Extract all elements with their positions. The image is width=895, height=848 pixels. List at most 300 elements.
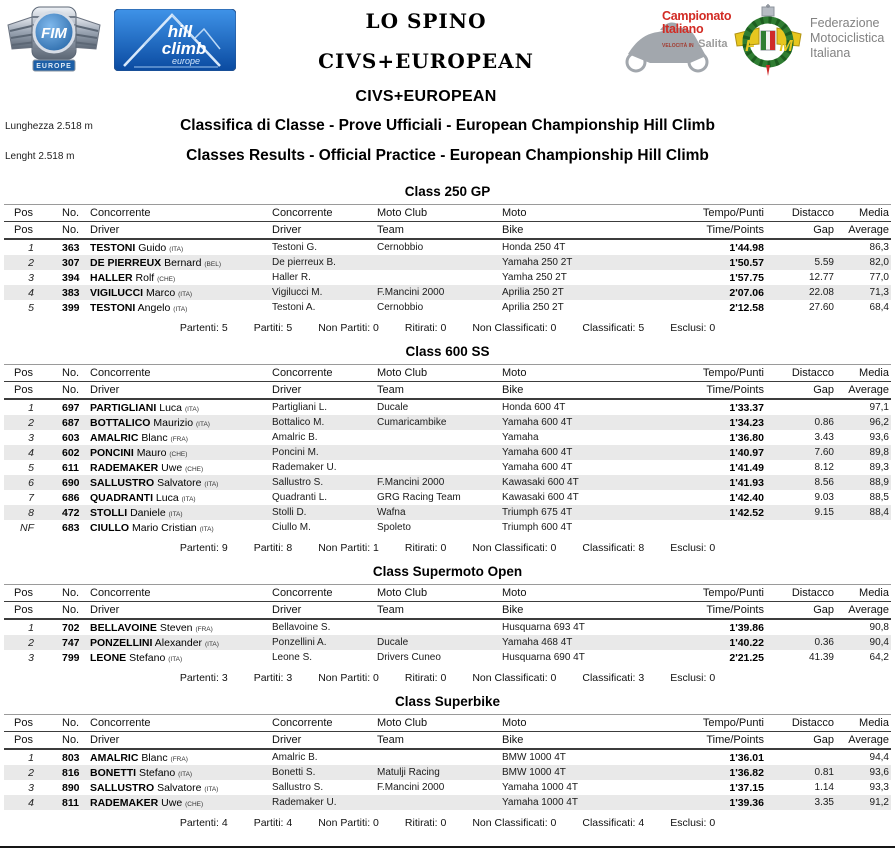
col-moto-it: Moto <box>502 715 674 732</box>
pos-cell: 3 <box>28 781 34 794</box>
pos-cell: 1 <box>28 621 34 634</box>
result-row <box>4 300 891 315</box>
results-table <box>4 364 891 535</box>
result-row <box>4 490 891 505</box>
driver-country: (ITA) <box>196 420 210 428</box>
fmi-letter-m: M <box>779 38 793 55</box>
col-pos-en: Pos <box>4 382 44 400</box>
fim-label: FIM <box>41 25 67 42</box>
bike-cell: Triumph 675 4T <box>502 505 674 520</box>
col-moto-it: Moto <box>502 205 674 222</box>
average-cell: 96,2 <box>836 415 891 430</box>
col-media-en: Average <box>836 382 891 400</box>
col-concorrente-short-en: Driver <box>272 222 377 240</box>
driver-short-cell: Stolli D. <box>272 505 377 520</box>
col-distacco-en: Gap <box>766 732 836 750</box>
col-moto-it: Moto <box>502 585 674 602</box>
club-cell: Ducale <box>377 635 502 650</box>
number-cell: 890 <box>62 781 80 794</box>
gap-cell: 27.60 <box>808 302 834 313</box>
class-sections <box>0 184 895 829</box>
driver-cell <box>90 505 272 520</box>
col-media-it: Media <box>836 715 891 732</box>
fmi-letter-f: F <box>745 38 755 55</box>
driver-country: (ITA) <box>178 290 193 298</box>
stat-item: Classificati: 5 <box>582 322 645 334</box>
driver-firstname: Luca <box>159 401 183 414</box>
driver-country: (ITA) <box>173 305 188 313</box>
pos-cell: 2 <box>4 635 44 650</box>
club-cell <box>377 430 502 445</box>
header-row-it <box>4 585 891 602</box>
bike-cell: Husquarna 693 4T <box>502 622 585 633</box>
club-cell: GRG Racing Team <box>377 492 461 503</box>
col-media-en: Average <box>836 602 891 620</box>
stat-item: Esclusi: 0 <box>670 542 716 554</box>
col-distacco-en: Gap <box>766 222 836 240</box>
club-cell <box>377 460 502 475</box>
time-cell: 1'39.36 <box>674 795 766 810</box>
stat-item: Esclusi: 0 <box>670 817 716 829</box>
driver-firstname: Stefano <box>139 766 176 779</box>
fmi-federation-text <box>810 16 884 61</box>
driver-country: (ITA) <box>184 405 199 413</box>
bike-cell: Yamha 250 2T <box>502 272 567 283</box>
driver-cell <box>90 475 272 490</box>
pos-cell: 4 <box>4 285 44 300</box>
stat-item: Ritirati: 0 <box>404 542 447 554</box>
gap-cell <box>766 239 836 255</box>
number-cell: 472 <box>44 505 90 520</box>
club-cell: Drivers Cuneo <box>377 652 441 663</box>
header-row-en <box>4 222 891 240</box>
driver-cell <box>90 430 272 445</box>
col-moto-club-en: Team <box>377 222 502 240</box>
driver-surname: PARTIGLIANI <box>90 401 157 414</box>
number-cell: 803 <box>62 751 80 764</box>
col-concorrente-it: Concorrente <box>90 715 272 732</box>
driver-firstname: Daniele <box>130 506 166 519</box>
col-moto-it: Moto <box>502 365 674 382</box>
stat-item: Non Classificati: 0 <box>472 817 557 829</box>
header-row-en <box>4 602 891 620</box>
class-stats <box>0 817 895 829</box>
average-cell: 71,3 <box>836 285 891 300</box>
stat-item: Classificati: 3 <box>582 672 645 684</box>
gap-cell: 1.14 <box>814 782 834 793</box>
result-row <box>4 270 891 285</box>
driver-country: (CHE) <box>169 450 188 458</box>
average-cell <box>836 520 891 535</box>
col-no-en: No. <box>44 732 90 750</box>
stat-item: Classificati: 4 <box>582 817 645 829</box>
bike-cell: Honda 250 4T <box>502 242 566 253</box>
number-cell: 690 <box>44 475 90 490</box>
bike-cell: Yamaha 600 4T <box>502 445 674 460</box>
driver-country: (ITA) <box>204 785 219 793</box>
average-cell: 94,4 <box>869 752 889 763</box>
result-row <box>4 255 891 270</box>
hillclimb-line1: hill <box>167 22 193 41</box>
driver-cell <box>90 520 272 535</box>
col-no-it: No. <box>44 715 90 732</box>
driver-cell <box>90 415 272 430</box>
driver-cell <box>90 490 272 505</box>
driver-country: (ITA) <box>168 510 183 518</box>
driver-short-cell: Vigilucci M. <box>272 285 377 300</box>
series-title-sans: CIVS+EUROPEAN <box>355 88 497 105</box>
pos-cell: 5 <box>28 461 34 474</box>
result-row <box>4 650 891 665</box>
stat-item: Non Partiti: 0 <box>318 322 379 334</box>
header-row-it <box>4 205 891 222</box>
event-title: LO SPINO <box>365 9 487 33</box>
result-row <box>4 780 891 795</box>
time-cell: 1'33.37 <box>729 401 764 414</box>
course-length-it: Lunghezza 2.518 m <box>5 121 93 132</box>
number-cell: 811 <box>44 795 90 810</box>
gap-cell: 3.35 <box>766 795 836 810</box>
driver-surname: AMALRIC <box>90 751 139 764</box>
col-concorrente-short-it: Concorrente <box>272 205 377 222</box>
gap-cell: 41.39 <box>808 652 834 663</box>
col-moto-club-en: Team <box>377 382 502 400</box>
club-cell: Cernobbio <box>377 242 424 253</box>
class-section <box>0 694 895 829</box>
result-row <box>4 505 891 520</box>
driver-short-cell: Rademaker U. <box>272 462 337 473</box>
col-pos-en: Pos <box>4 732 44 750</box>
pos-cell: 4 <box>4 795 44 810</box>
number-cell: 687 <box>44 415 90 430</box>
col-distacco-it: Distacco <box>766 585 836 602</box>
driver-cell <box>90 635 272 650</box>
hillclimb-line3: europe <box>171 56 201 66</box>
bike-cell: Yamaha 1000 4T <box>502 795 674 810</box>
col-tempo-punti-en: Time/Points <box>674 382 766 400</box>
driver-short-cell: Ciullo M. <box>272 522 311 533</box>
driver-firstname: Uwe <box>161 461 183 474</box>
driver-surname: PONZELLINI <box>90 636 153 649</box>
driver-short-cell: Haller R. <box>272 272 311 283</box>
col-concorrente-short-it: Concorrente <box>272 365 377 382</box>
driver-country: (ITA) <box>204 640 219 648</box>
stat-item: Partenti: 9 <box>179 542 228 554</box>
average-cell: 82,0 <box>836 255 891 270</box>
driver-firstname: Maurizio <box>153 416 194 429</box>
driver-cell <box>90 445 272 460</box>
header-row-it <box>4 715 891 732</box>
time-cell: 2'12.58 <box>729 301 764 314</box>
number-cell: 394 <box>62 271 80 284</box>
result-row <box>4 635 891 650</box>
driver-surname: PONCINI <box>90 446 134 459</box>
driver-surname: QUADRANTI <box>90 491 153 504</box>
subtitle-italian: Classifica di Classe - Prove Ufficiali - European Championship Hill Climb <box>180 117 715 134</box>
driver-country: (ITA) <box>169 245 184 253</box>
gap-cell: 0.36 <box>766 635 836 650</box>
number-cell: 602 <box>44 445 90 460</box>
driver-surname: VIGILUCCI <box>90 286 144 299</box>
average-cell: 93,6 <box>836 765 891 780</box>
result-row <box>4 285 891 300</box>
result-row <box>4 415 891 430</box>
driver-short-cell: Amalric B. <box>272 432 318 443</box>
col-tempo-punti-it: Tempo/Punti <box>674 365 766 382</box>
driver-short-cell: Bonetti S. <box>272 765 377 780</box>
bike-cell: Aprilia 250 2T <box>502 285 674 300</box>
col-concorrente-en: Driver <box>90 222 272 240</box>
driver-country: (CHE) <box>157 275 176 283</box>
col-moto-en: Bike <box>502 222 674 240</box>
number-cell: 747 <box>44 635 90 650</box>
average-cell: 93,6 <box>869 432 889 443</box>
average-cell: 64,2 <box>869 652 889 663</box>
driver-surname: DE PIERREUX <box>90 256 162 269</box>
col-distacco-en: Gap <box>766 382 836 400</box>
result-row <box>4 399 891 415</box>
driver-cell <box>90 460 272 475</box>
gap-cell: 0.86 <box>766 415 836 430</box>
driver-firstname: Bernard <box>164 256 202 269</box>
driver-firstname: Rolf <box>135 271 155 284</box>
driver-country: (BEL) <box>204 260 222 268</box>
col-tempo-punti-it: Tempo/Punti <box>674 205 766 222</box>
col-pos-en: Pos <box>4 222 44 240</box>
stat-item: Ritirati: 0 <box>404 672 447 684</box>
number-cell: 697 <box>62 401 80 414</box>
class-title: Class Superbike <box>394 694 501 709</box>
time-cell: 1'50.57 <box>674 255 766 270</box>
driver-short-cell: Rademaker U. <box>272 795 377 810</box>
time-cell: 1'37.15 <box>729 781 764 794</box>
driver-country: (ITA) <box>168 655 183 663</box>
time-cell: 1'41.93 <box>674 475 766 490</box>
bike-cell: Husquarna 690 4T <box>502 652 585 663</box>
driver-cell <box>90 780 272 795</box>
gap-cell <box>766 520 836 535</box>
col-concorrente-it: Concorrente <box>90 585 272 602</box>
class-section <box>0 184 895 334</box>
driver-firstname: Blanc <box>141 751 168 764</box>
driver-firstname: Salvatore <box>157 476 202 489</box>
club-cell <box>377 795 502 810</box>
col-media-en: Average <box>836 222 891 240</box>
col-distacco-en: Gap <box>766 602 836 620</box>
col-pos-it: Pos <box>4 715 44 732</box>
number-cell: 816 <box>44 765 90 780</box>
time-cell: 1'42.52 <box>674 505 766 520</box>
fim-europe-label: EUROPE <box>36 63 72 70</box>
bike-cell: Honda 600 4T <box>502 402 566 413</box>
time-cell: 1'39.86 <box>729 621 764 634</box>
pos-cell: 7 <box>28 491 34 504</box>
driver-cell <box>90 255 272 270</box>
driver-surname: LEONE <box>90 651 127 664</box>
driver-firstname: Blanc <box>141 431 168 444</box>
results-table <box>4 584 891 665</box>
result-row <box>4 749 891 765</box>
bike-cell: Yamaha 468 4T <box>502 635 674 650</box>
col-moto-en: Bike <box>502 382 674 400</box>
col-concorrente-it: Concorrente <box>90 205 272 222</box>
driver-short-cell: Sallustro S. <box>272 782 324 793</box>
gap-cell: 12.77 <box>808 272 834 283</box>
gap-cell: 7.60 <box>766 445 836 460</box>
driver-surname: CIULLO <box>90 521 130 534</box>
stat-item: Esclusi: 0 <box>670 672 716 684</box>
subtitle-block <box>0 112 895 174</box>
result-row <box>4 520 891 535</box>
course-length-en: Lenght 2.518 m <box>5 151 75 162</box>
average-cell: 86,3 <box>869 242 889 253</box>
col-no-en: No. <box>44 382 90 400</box>
number-cell: 683 <box>62 521 80 534</box>
number-cell: 799 <box>62 651 80 664</box>
stat-item: Partiti: 8 <box>253 542 293 554</box>
driver-country: (CHE) <box>185 800 204 808</box>
col-tempo-punti-en: Time/Points <box>674 602 766 620</box>
col-concorrente-en: Driver <box>90 602 272 620</box>
average-cell: 91,2 <box>836 795 891 810</box>
average-cell: 93,3 <box>869 782 889 793</box>
driver-cell <box>90 239 272 255</box>
time-cell: 1'36.01 <box>729 751 764 764</box>
driver-surname: TESTONI <box>90 241 136 254</box>
club-cell: Spoleto <box>377 522 411 533</box>
number-cell: 307 <box>44 255 90 270</box>
col-pos-en: Pos <box>4 602 44 620</box>
bike-cell: Aprilia 250 2T <box>502 302 564 313</box>
driver-surname: TESTONI <box>90 301 136 314</box>
driver-surname: HALLER <box>90 271 133 284</box>
driver-cell <box>90 399 272 415</box>
pos-cell: 5 <box>28 301 34 314</box>
driver-surname: AMALRIC <box>90 431 139 444</box>
page-header <box>0 0 895 112</box>
driver-short-cell: Sallustro S. <box>272 475 377 490</box>
driver-surname: BELLAVOINE <box>90 621 157 634</box>
class-title: Class 600 SS <box>405 344 490 359</box>
class-stats <box>0 322 895 334</box>
col-media-it: Media <box>836 205 891 222</box>
club-cell: Wafna <box>377 505 502 520</box>
driver-firstname: Steven <box>159 621 193 634</box>
club-cell: Ducale <box>377 402 409 413</box>
bike-cell: Yamaha 600 4T <box>502 415 674 430</box>
stat-item: Ritirati: 0 <box>404 817 447 829</box>
campionato-line2: Italiano <box>662 22 704 36</box>
pos-cell: 2 <box>4 415 44 430</box>
time-cell: 1'42.40 <box>729 491 764 504</box>
club-cell: F.Mancini 2000 <box>377 782 445 793</box>
stat-item: Partiti: 4 <box>253 817 293 829</box>
number-cell: 611 <box>62 461 79 474</box>
time-cell: 1'36.82 <box>674 765 766 780</box>
pos-cell: 8 <box>4 505 44 520</box>
stat-item: Non Classificati: 0 <box>472 322 557 334</box>
stat-item: Partenti: 5 <box>179 322 228 334</box>
col-tempo-punti-it: Tempo/Punti <box>674 585 766 602</box>
driver-cell <box>90 795 272 810</box>
club-cell <box>377 749 502 765</box>
driver-country: (ITA) <box>199 525 214 533</box>
col-tempo-punti-it: Tempo/Punti <box>674 715 766 732</box>
campionato-line4: Salita <box>698 38 728 50</box>
header-row-en <box>4 382 891 400</box>
driver-firstname: Stefano <box>129 651 166 664</box>
average-cell: 89,8 <box>836 445 891 460</box>
driver-firstname: Guido <box>138 241 167 254</box>
stat-item: Non Classificati: 0 <box>472 672 557 684</box>
results-table <box>4 204 891 315</box>
driver-country: (FRA) <box>170 435 188 443</box>
bike-cell: BMW 1000 4T <box>502 752 566 763</box>
col-concorrente-en: Driver <box>90 382 272 400</box>
average-cell: 89,3 <box>869 462 889 473</box>
driver-short-cell: Bellavoine S. <box>272 622 331 633</box>
col-moto-club-it: Moto Club <box>377 205 502 222</box>
stat-item: Non Partiti: 0 <box>318 817 379 829</box>
time-cell: 2'07.06 <box>674 285 766 300</box>
driver-country: (FRA) <box>195 625 213 633</box>
driver-surname: SALLUSTRO <box>90 476 155 489</box>
col-concorrente-short-it: Concorrente <box>272 715 377 732</box>
class-section <box>0 344 895 554</box>
col-concorrente-short-en: Driver <box>272 732 377 750</box>
pos-cell: 4 <box>4 445 44 460</box>
time-cell: 1'57.75 <box>729 271 764 284</box>
gap-cell: 5.59 <box>766 255 836 270</box>
driver-firstname: Mario Cristian <box>132 521 197 534</box>
stat-item: Ritirati: 0 <box>404 322 447 334</box>
result-row <box>4 795 891 810</box>
club-cell <box>377 270 502 285</box>
bike-cell: Triumph 600 4T <box>502 522 573 533</box>
driver-country: (FRA) <box>170 755 188 763</box>
stat-item: Partenti: 3 <box>179 672 228 684</box>
pos-cell: 1 <box>28 401 34 414</box>
result-row <box>4 430 891 445</box>
pos-cell: 1 <box>28 751 34 764</box>
fmi-text-line2: Motociclistica <box>810 31 885 45</box>
col-media-en: Average <box>836 732 891 750</box>
driver-surname: SALLUSTRO <box>90 781 155 794</box>
average-cell: 97,1 <box>869 402 889 413</box>
time-cell: 1'40.97 <box>674 445 766 460</box>
gap-cell: 8.56 <box>766 475 836 490</box>
time-cell: 1'34.23 <box>674 415 766 430</box>
bike-cell: Yamaha <box>502 432 539 443</box>
col-concorrente-short-it: Concorrente <box>272 585 377 602</box>
col-moto-club-en: Team <box>377 732 502 750</box>
col-concorrente-short-en: Driver <box>272 382 377 400</box>
col-no-en: No. <box>44 222 90 240</box>
driver-firstname: Mauro <box>136 446 167 459</box>
bike-cell: Yamaha 1000 4T <box>502 782 578 793</box>
col-distacco-it: Distacco <box>766 715 836 732</box>
fmi-text-line3: Italiana <box>810 46 851 60</box>
pos-cell: 6 <box>4 475 44 490</box>
col-pos-it: Pos <box>4 585 44 602</box>
driver-firstname: Luca <box>155 491 179 504</box>
driver-surname: RADEMAKER <box>90 796 159 809</box>
col-pos-it: Pos <box>4 205 44 222</box>
club-cell: Cernobbio <box>377 302 424 313</box>
bike-cell: BMW 1000 4T <box>502 765 674 780</box>
col-distacco-it: Distacco <box>766 205 836 222</box>
series-title-serif: CIVS+EUROPEAN <box>318 49 534 73</box>
